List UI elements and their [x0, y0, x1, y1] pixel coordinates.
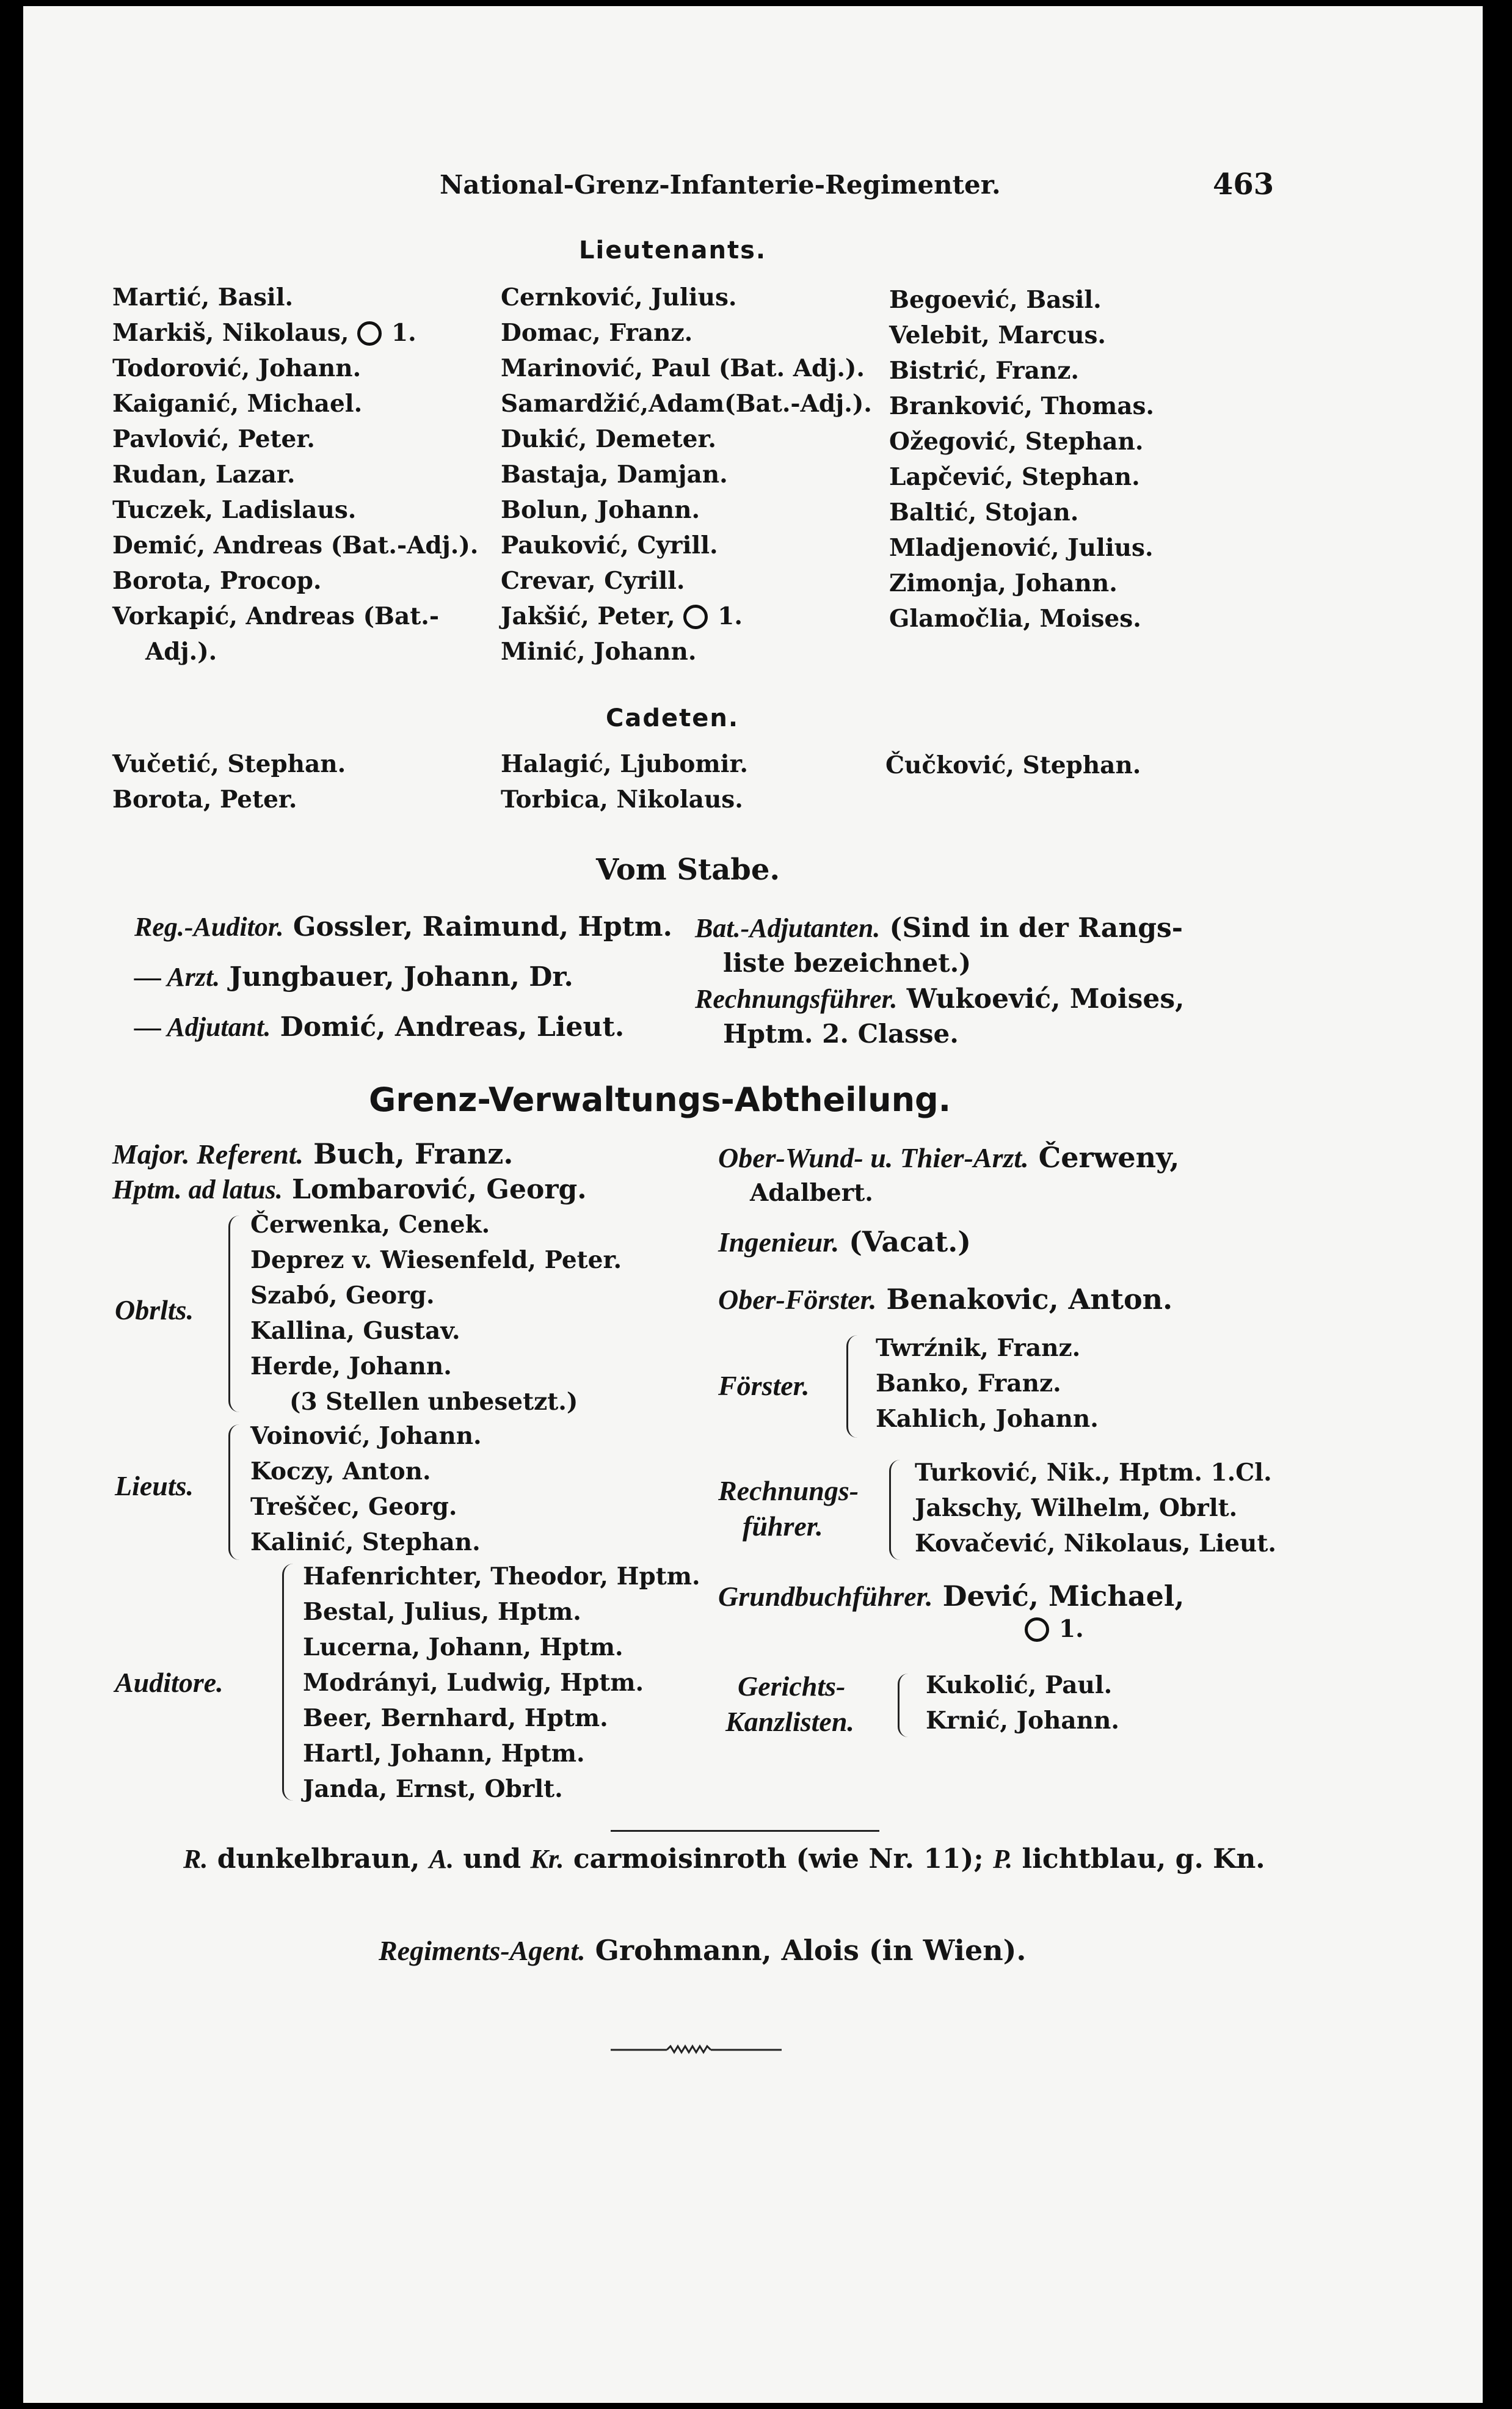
list-item: Mladjenović, Julius. — [889, 534, 1154, 562]
divider — [611, 1830, 879, 1832]
list-item: Jakschy, Wilhelm, Obrlt. — [915, 1494, 1238, 1522]
list-item: Treščec, Georg. — [250, 1493, 457, 1521]
list-item: Jakšić, Peter, 1. — [501, 602, 743, 630]
list-item: Szabó, Georg. — [250, 1281, 435, 1310]
list-item: Rudan, Lazar. — [112, 461, 296, 489]
list-item: Tuczek, Ladislaus. — [112, 496, 357, 524]
list-item: Čerwenka, Cenek. — [250, 1211, 490, 1239]
wundarzt-entry-cont: Adalbert. — [750, 1179, 873, 1207]
hptm-entry: Hptm. ad latus. Lombarović, Georg. — [112, 1174, 587, 1205]
list-item: Janda, Ernst, Obrlt. — [303, 1775, 563, 1803]
list-item: Bistrić, Franz. — [889, 357, 1079, 385]
list-item: Deprez v. Wiesenfeld, Peter. — [250, 1246, 622, 1274]
stab-entry: — Adjutant. Domić, Andreas, Lieut. — [134, 1011, 625, 1043]
auditore-label: Auditore. — [115, 1667, 224, 1698]
list-item: Lapčević, Stephan. — [889, 463, 1140, 491]
list-item: Zimonja, Johann. — [889, 569, 1118, 597]
list-item: Velebit, Marcus. — [889, 321, 1106, 349]
list-item: Branković, Thomas. — [889, 392, 1155, 420]
list-item: Kahlich, Johann. — [876, 1405, 1099, 1433]
order-circle-icon — [357, 321, 382, 346]
list-item: Glamočlia, Moises. — [889, 605, 1141, 633]
list-item: Voinović, Johann. — [250, 1422, 482, 1450]
list-item: Halagić, Ljubomir. — [501, 750, 748, 778]
list-item: Bestal, Julius, Hptm. — [303, 1598, 581, 1626]
running-title: National-Grenz-Infanterie-Regimenter. — [440, 170, 1001, 200]
stab-entry-cont: liste bezeichnet.) — [723, 948, 972, 978]
lieuts-label: Lieuts. — [115, 1470, 194, 1501]
list-item: Torbica, Nikolaus. — [501, 785, 743, 814]
wundarzt-entry: Ober-Wund- u. Thier-Arzt. Čerweny, — [718, 1141, 1180, 1174]
kanzl-label-cont: Kanzlisten. — [725, 1706, 854, 1737]
list-item: Baltić, Stojan. — [889, 498, 1079, 527]
oberfoerster-entry: Ober-Förster. Benakovic, Anton. — [718, 1283, 1173, 1316]
list-item: Borota, Peter. — [112, 785, 297, 814]
brace — [228, 1215, 242, 1412]
list-item: Banko, Franz. — [876, 1369, 1061, 1398]
brace — [889, 1460, 901, 1560]
page-number: 463 — [1213, 167, 1274, 202]
list-item: (3 Stellen unbesetzt.) — [289, 1388, 578, 1416]
brace — [282, 1564, 296, 1801]
major-entry: Major. Referent. Buch, Franz. — [112, 1137, 514, 1170]
list-item: Kalinić, Stephan. — [250, 1528, 481, 1556]
order-circle-icon — [683, 605, 708, 629]
brace — [228, 1424, 242, 1560]
list-item: Vučetić, Stephan. — [112, 750, 346, 778]
stab-entry: Reg.-Auditor. Gossler, Raimund, Hptm. — [134, 911, 672, 942]
list-item: Begoević, Basil. — [889, 286, 1102, 314]
list-item: Todorović, Johann. — [112, 354, 362, 382]
list-item: Dukić, Demeter. — [501, 425, 716, 453]
list-item: Hartl, Johann, Hptm. — [303, 1740, 585, 1768]
list-item: Krnić, Johann. — [926, 1707, 1119, 1735]
list-item: Vorkapić, Andreas (Bat.- — [112, 602, 440, 630]
page — [23, 6, 1483, 2403]
foerster-label: Förster. — [718, 1370, 810, 1401]
list-item: Martić, Basil. — [112, 283, 294, 312]
ingenieur-entry: Ingenieur. (Vacat.) — [718, 1225, 972, 1258]
list-item: Pavlović, Peter. — [112, 425, 315, 453]
list-item: Samardžić,Adam(Bat.-Adj.). — [501, 390, 872, 418]
stab-entry: Bat.-Adjutanten. (Sind in der Rangs- — [695, 913, 1183, 944]
list-item: Kaiganić, Michael. — [112, 390, 363, 418]
list-item: Minić, Johann. — [501, 638, 697, 666]
stab-entry: — Arzt. Jungbauer, Johann, Dr. — [134, 961, 573, 993]
stab-entry-cont: Hptm. 2. Classe. — [723, 1019, 959, 1049]
stab-entry: Rechnungsführer. Wukoević, Moises, — [695, 983, 1185, 1015]
lieutenants-heading: Lieutenants. — [579, 236, 767, 264]
list-item: Koczy, Anton. — [250, 1457, 431, 1485]
oberlts-label: Obrlts. — [115, 1294, 194, 1325]
list-item: Ožegović, Stephan. — [889, 428, 1144, 456]
kanzl-label: Gerichts- — [738, 1671, 846, 1702]
list-item: Čučković, Stephan. — [885, 751, 1141, 779]
list-item: Demić, Andreas (Bat.-Adj.). — [112, 531, 479, 559]
verwaltung-heading: Grenz-Verwaltungs-Abtheilung. — [369, 1081, 951, 1119]
list-item: Lucerna, Johann, Hptm. — [303, 1633, 623, 1661]
stab-heading: Vom Stabe. — [596, 853, 780, 887]
list-item: Markiš, Nikolaus, 1. — [112, 319, 416, 347]
brace — [898, 1674, 908, 1737]
rf-label-cont: führer. — [743, 1511, 823, 1542]
grundbuch-mark: 1. — [1025, 1617, 1084, 1642]
list-item: Domac, Franz. — [501, 319, 693, 347]
list-item: Herde, Johann. — [250, 1352, 452, 1380]
end-ornament — [611, 2043, 782, 2057]
list-item: Bastaja, Damjan. — [501, 461, 728, 489]
list-item: Kallina, Gustav. — [250, 1317, 460, 1345]
cadeten-heading: Cadeten. — [606, 704, 740, 732]
list-item: Modrányi, Ludwig, Hptm. — [303, 1669, 644, 1697]
list-item: Twrźnik, Franz. — [876, 1334, 1081, 1362]
list-item: Cernković, Julius. — [501, 283, 737, 312]
list-item: Bolun, Johann. — [501, 496, 700, 524]
agent-line: Regiments-Agent. Grohmann, Alois (in Wien). — [379, 1934, 1027, 1967]
order-circle-icon — [1025, 1617, 1049, 1642]
list-item: Crevar, Cyrill. — [501, 567, 685, 595]
list-item: Beer, Bernhard, Hptm. — [303, 1704, 608, 1732]
list-item: Kovačević, Nikolaus, Lieut. — [915, 1529, 1276, 1558]
grundbuch-entry: Grundbuchführer. Dević, Michael, — [718, 1580, 1185, 1613]
list-item: Marinović, Paul (Bat. Adj.). — [501, 354, 865, 382]
list-item: Borota, Procop. — [112, 567, 322, 595]
rf-label: Rechnungs- — [718, 1475, 859, 1506]
list-item: Kukolić, Paul. — [926, 1671, 1113, 1699]
list-item: Adj.). — [145, 638, 217, 666]
list-item: Turković, Nik., Hptm. 1.Cl. — [915, 1459, 1272, 1487]
list-item: Hafenrichter, Theodor, Hptm. — [303, 1562, 700, 1591]
list-item: Pauković, Cyrill. — [501, 531, 718, 559]
uniform-line: R. dunkelbraun, A. und Kr. carmoisinroth (wie Nr. 11); P. lichtblau, g. Kn. — [183, 1843, 1265, 1875]
brace — [846, 1335, 858, 1438]
